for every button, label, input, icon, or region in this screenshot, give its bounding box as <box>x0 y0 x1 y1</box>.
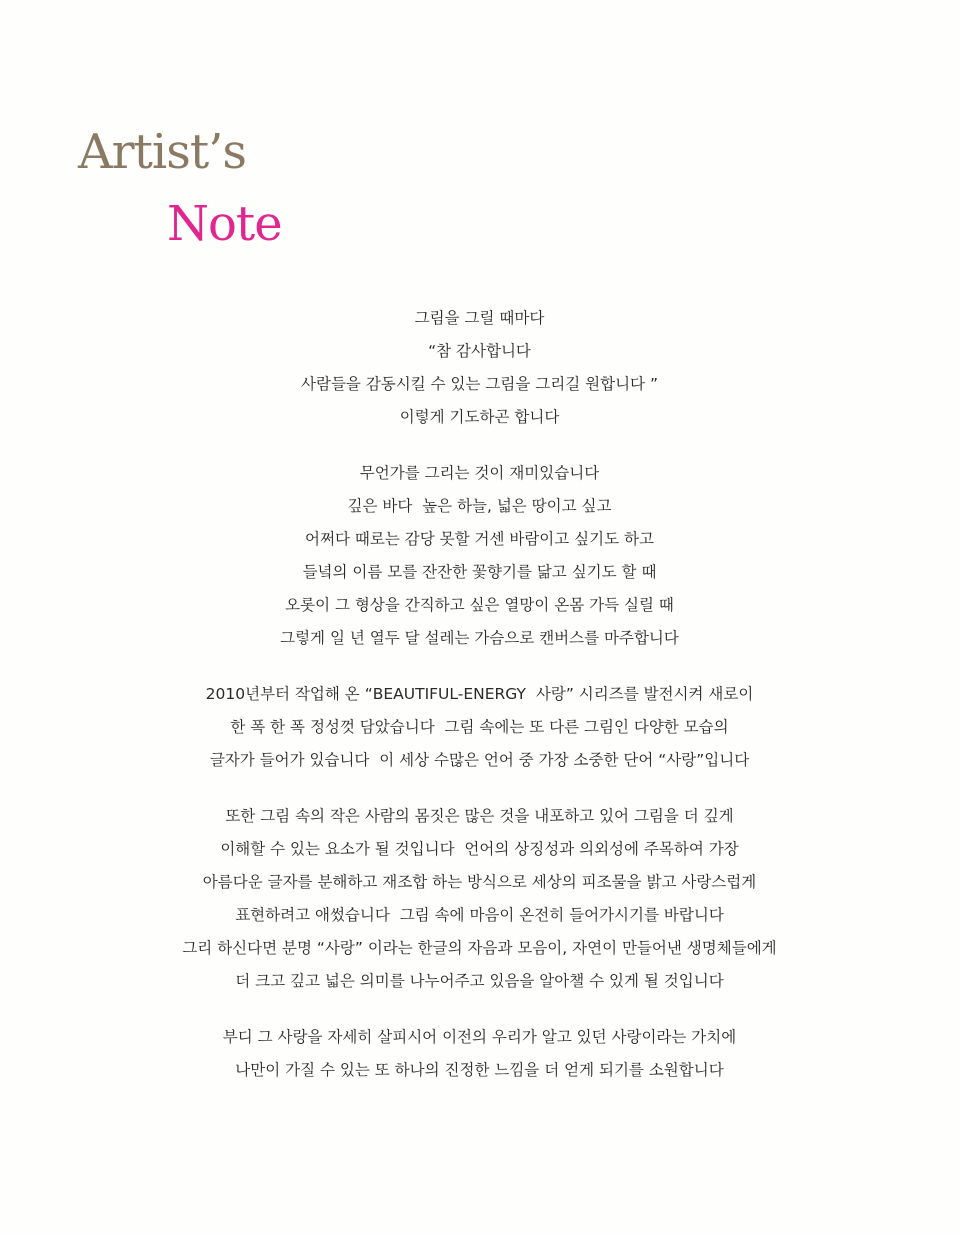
paragraph-2 <box>0 457 959 655</box>
text-line: 표현하려고 애썼습니다 그림 속에 마음이 온전히 들어가시기를 바랍니다 <box>235 906 724 924</box>
text-line: 무언가를 그리는 것이 재미있습니다 <box>359 464 600 482</box>
text-line: 그렇게 일 년 열두 달 설레는 가슴으로 캔버스를 마주합니다 <box>280 629 679 647</box>
title-note: Note <box>167 196 282 252</box>
text-line: 이해할 수 있는 요소가 될 것입니다 언어의 상징성과 의외성에 주목하여 가장 <box>220 840 739 858</box>
text-line: 어쩌다 때로는 감당 못할 거센 바람이고 싶기도 하고 <box>305 530 654 548</box>
text-line: 나만이 가질 수 있는 또 하나의 진정한 느낌을 더 얻게 되기를 소원합니다 <box>235 1061 724 1079</box>
paragraph-4 <box>0 800 959 998</box>
text-line: 또한 그림 속의 작은 사람의 몸짓은 많은 것을 내포하고 있어 그림을 더 깊게 <box>225 807 734 825</box>
text-line: “참 감사합니다 <box>428 342 531 360</box>
text-line: 깊은 바다 높은 하늘, 넓은 땅이고 싶고 <box>347 497 612 515</box>
text-line: 사람들을 감동시킬 수 있는 그림을 그리길 원합니다 ” <box>301 375 658 393</box>
artist-note-body <box>0 302 959 1110</box>
paragraph-5 <box>0 1021 959 1087</box>
text-line: 더 크고 깊고 넓은 의미를 나누어주고 있음을 알아챌 수 있게 될 것입니다 <box>235 972 724 990</box>
title-artists: Artist’s <box>78 124 247 180</box>
text-line: 오롯이 그 형상을 간직하고 싶은 열망이 온몸 가득 실릴 때 <box>285 596 674 614</box>
text-line: 글자가 들어가 있습니다 이 세상 수많은 언어 중 가장 소중한 단어 “사랑”입니다 <box>209 751 750 769</box>
text-line: 그림을 그릴 때마다 <box>414 309 545 327</box>
text-line: 들녘의 이름 모를 잔잔한 꽃향기를 닮고 싶기도 할 때 <box>302 563 657 581</box>
text-line: 그리 하신다면 분명 “사랑” 이라는 한글의 자음과 모음이, 자연이 만들어낸 생명체들에게 <box>182 939 777 957</box>
text-line: 아름다운 글자를 분해하고 재조합 하는 방식으로 세상의 피조물을 밝고 사랑스럽게 <box>202 873 757 891</box>
text-line: 한 폭 한 폭 정성껏 담았습니다 그림 속에는 또 다른 그림인 다양한 모습의 <box>230 718 729 736</box>
paragraph-1 <box>0 302 959 434</box>
paragraph-3 <box>0 678 959 777</box>
text-line: 2010년부터 작업해 온 “BEAUTIFUL-ENERGY 사랑” 시리즈를 발전시켜 새로이 <box>205 685 754 703</box>
text-line: 이렇게 기도하곤 합니다 <box>399 408 560 426</box>
text-line: 부디 그 사랑을 자세히 살피시어 이전의 우리가 알고 있던 사랑이라는 가치에 <box>222 1028 737 1046</box>
